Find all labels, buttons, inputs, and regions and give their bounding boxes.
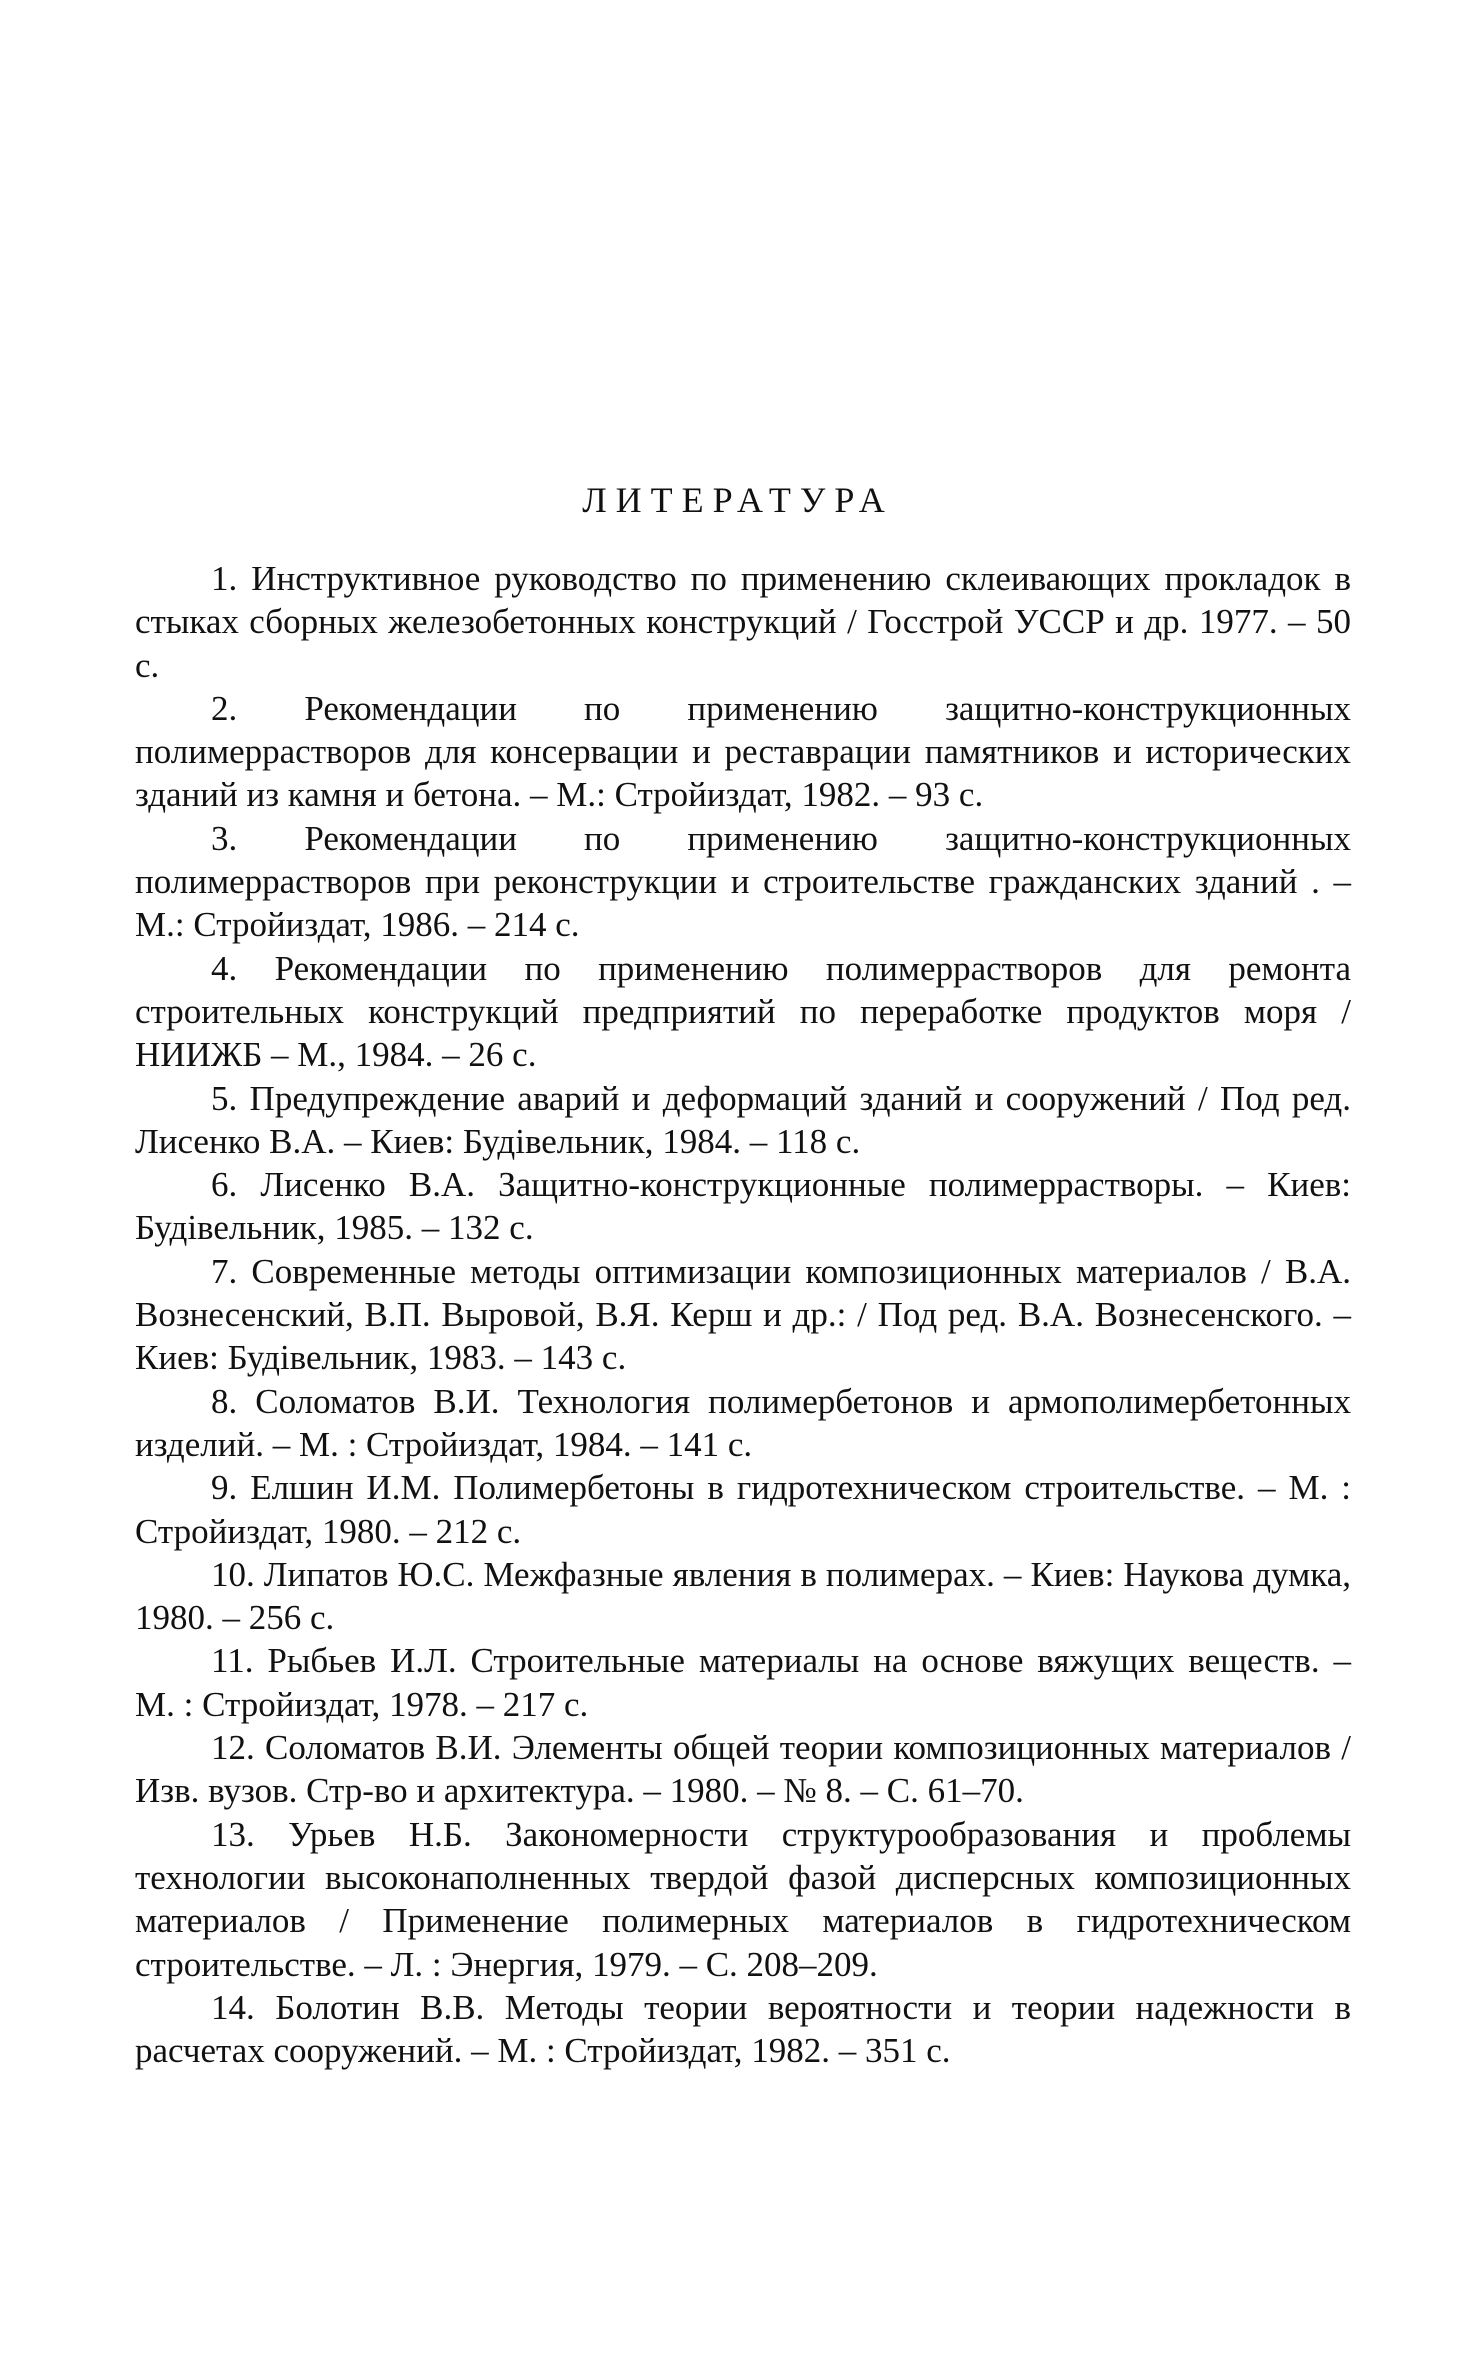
- reference-item-8: 8. Соломатов В.И. Технология полимербетонов и армополимербетонных изделий. – М. : Стройиздат, 1984. – 141 с.: [135, 1381, 1351, 1464]
- reference-list: [135, 557, 1351, 2072]
- reference-item-1: 1. Инструктивное руководство по применению склеивающих прокладок в стыках сборных железобетонных конструкций / Госстрой УССР и др. 1977. – 50 с.: [135, 559, 1351, 685]
- reference-item-12: 12. Соломатов В.И. Элементы общей теории композиционных материалов / Изв. вузов. Стр-во и архитектура. – 1980. – № 8. – С. 61–70.: [135, 1728, 1351, 1811]
- reference-item-6: 6. Лисенко В.А. Защитно-конструкционные полимеррастворы. – Киев: Будiвельник, 1985. – 132 с.: [135, 1165, 1351, 1248]
- reference-item-4: 4. Рекомендации по применению полимеррастворов для ремонта строительных конструкций предприятий по переработке продуктов моря / НИИЖБ – М., 1984. – 26 с.: [135, 948, 1351, 1075]
- page-title: ЛИТЕРАТУРА: [582, 480, 894, 520]
- reference-item-13: 13. Урьев Н.Б. Закономерности структурообразования и проблемы технологии высоконаполненных твердой фазой дисперсных композиционных материалов / Применение полимерных материалов в гидротехническом строительстве. – Л. : Энергия, 1979. – С. 208–209.: [135, 1814, 1351, 1984]
- reference-item-2: 2. Рекомендации по применению защитно-конструкционных полимеррастворов для консервации и реставрации памятников и исторических зданий из камня и бетона. – М.: Стройиздат, 1982. – 93 с.: [135, 688, 1351, 815]
- reference-item-11: 11. Рыбьев И.Л. Строительные материалы на основе вяжущих веществ. – М. : Стройиздат, 1978. – 217 с.: [135, 1641, 1351, 1724]
- reference-item-9: 9. Елшин И.М. Полимербетоны в гидротехническом строительстве. – М. : Стройиздат, 1980. – 212 с.: [135, 1468, 1351, 1551]
- reference-item-3: 3. Рекомендации по применению защитно-конструкционных полимеррастворов при реконструкции и строительстве гражданских зданий . – М.: Стройиздат, 1986. – 214 с.: [135, 818, 1351, 945]
- reference-item-14: 14. Болотин В.В. Методы теории вероятности и теории надежности в расчетах сооружений. – М. : Стройиздат, 1982. – 351 с.: [135, 1987, 1351, 2071]
- reference-item-10: 10. Липатов Ю.С. Межфазные явления в полимерах. – Киев: Наукова думка, 1980. – 256 с.: [135, 1554, 1351, 1638]
- reference-item-5: 5. Предупреждение аварий и деформаций зданий и сооружений / Под ред. Лисенко В.А. – Киев: Будiвельник, 1984. – 118 с.: [135, 1078, 1351, 1161]
- reference-item-7: 7. Современные методы оптимизации композиционных материалов / В.А. Вознесенский, В.П. Выровой, В.Я. Керш и др.: / Под ред. В.А. Вознесенского. – Киев: Будiвельник, 1983. – 143 с.: [135, 1251, 1351, 1378]
